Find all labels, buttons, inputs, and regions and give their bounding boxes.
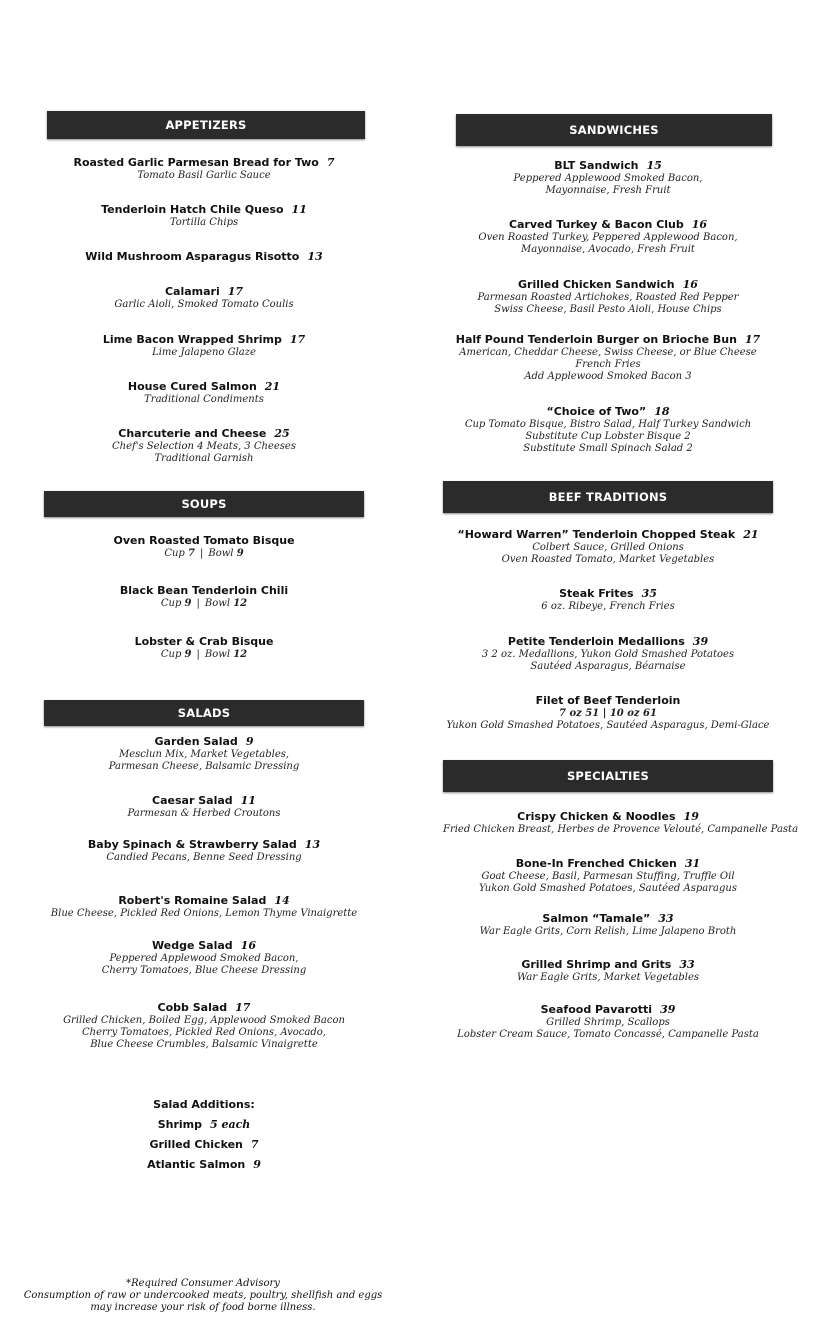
item-description: Traditional Garnish <box>154 453 254 464</box>
menu-item <box>44 939 364 977</box>
menu-item <box>44 1001 364 1051</box>
bowl-price: 12 <box>233 649 248 660</box>
item-name: “Howard Warren” Tenderloin Chopped Steak <box>457 528 736 541</box>
item-name: Grilled Shrimp and Grits <box>521 958 672 971</box>
item-name: Black Bean Tenderloin Chili <box>119 584 289 597</box>
item-description: Tomato Basil Garlic Sauce <box>137 170 271 181</box>
item-name: Baby Spinach & Strawberry Salad <box>87 838 297 851</box>
cup-label: Cup <box>160 649 182 660</box>
item-description: Grilled Shrimp, Scallops <box>546 1017 670 1028</box>
item-name: Tenderloin Hatch Chile Queso <box>101 203 284 216</box>
cup-label: Cup <box>164 548 185 559</box>
menu-item <box>44 838 364 864</box>
item-price: 17 <box>235 1001 251 1014</box>
item-name: Grilled Chicken Sandwich <box>518 278 675 291</box>
section-header-soups: SOUPS <box>44 491 364 517</box>
item-price: 16 <box>682 278 698 291</box>
item-description: Oven Roasted Tomato, Market Vegetables <box>501 554 715 565</box>
menu-item <box>44 427 364 465</box>
item-description: Chef's Selection 4 Meats, 3 Cheeses <box>112 441 296 452</box>
item-description: Substitute Cup Lobster Bisque 2 <box>525 431 691 442</box>
item-price: 11 <box>291 203 307 216</box>
item-price: 11 <box>240 794 256 807</box>
section-header-beef-traditions: BEEF TRADITIONS <box>443 481 773 513</box>
section-header-specialties: SPECIALTIES <box>443 760 773 792</box>
item-price: 33 <box>658 912 674 925</box>
advisory-text: Consumption of raw or undercooked meats, poultry, shellfish and eggs <box>23 1290 383 1301</box>
item-name: Carved Turkey & Bacon Club <box>508 218 684 231</box>
item-price: 9 <box>245 735 254 748</box>
menu-item <box>44 380 364 406</box>
menu-item <box>44 794 364 820</box>
item-name: Cobb Salad <box>157 1001 228 1014</box>
item-description: Traditional Condiments <box>144 394 264 405</box>
item-description: Substitute Small Spinach Salad 2 <box>523 443 693 454</box>
item-price: 25 <box>274 427 290 440</box>
item-name: Garden Salad <box>154 735 238 748</box>
item-name: Charcuterie and Cheese <box>118 427 267 440</box>
item-price: 17 <box>289 333 306 346</box>
advisory-text: may increase your risk of food borne illness. <box>90 1302 316 1313</box>
bowl-price: 9 <box>236 548 244 559</box>
item-name: Caesar Salad <box>152 794 233 807</box>
item-price: 18 <box>654 405 670 418</box>
item-price: 19 <box>683 810 699 823</box>
item-price: 17 <box>227 285 244 298</box>
item-name: Roasted Garlic Parmesan Bread for Two <box>73 156 319 169</box>
menu-item <box>443 159 773 197</box>
menu-item <box>443 912 773 938</box>
item-price: 15 <box>646 159 662 172</box>
item-price-options: 7 oz 51 | 10 oz 61 <box>559 708 657 719</box>
menu-item: Lobster & Crab Bisque Cup 9 | Bowl 12 <box>44 635 364 661</box>
addition-item: Grilled Chicken 7 <box>149 1138 259 1151</box>
section-header-appetizers: APPETIZERS <box>47 111 365 139</box>
salad-additions <box>44 1095 364 1175</box>
item-description: Cherry Tomatoes, Blue Cheese Dressing <box>101 965 307 976</box>
item-description: American, Cheddar Cheese, Swiss Cheese, or Blue Cheese <box>459 347 757 358</box>
item-price: 21 <box>743 528 759 541</box>
item-price: 14 <box>274 894 290 907</box>
item-price: 21 <box>264 380 281 393</box>
item-description: Cup Tomato Bisque, Bistro Salad, Half Turkey Sandwich <box>464 419 752 430</box>
item-description: Goat Cheese, Basil, Parmesan Stuffing, Truffle Oil <box>481 871 735 882</box>
item-price: 16 <box>691 218 708 231</box>
item-description: 6 oz. Ribeye, French Fries <box>541 601 675 612</box>
cup-price: 7 <box>188 548 195 559</box>
item-description: Parmesan & Herbed Croutons <box>127 808 281 819</box>
item-description: Garlic Aioli, Smoked Tomato Coulis <box>114 299 294 310</box>
item-name: Calamari <box>164 285 220 298</box>
menu-item <box>443 958 773 984</box>
item-description: Yukon Gold Smashed Potatoes, Sautéed Asparagus, Demi-Glace <box>446 720 770 731</box>
item-name: Filet of Beef Tenderloin <box>535 694 681 707</box>
item-description: Mayonnaise, Avocado, Fresh Fruit <box>521 244 695 255</box>
cup-label: Cup <box>160 598 182 609</box>
menu-item <box>443 587 773 613</box>
menu-item <box>44 735 364 773</box>
menu-item: Black Bean Tenderloin Chili Cup 9 | Bowl 12 <box>44 584 364 610</box>
item-description: War Eagle Grits, Market Vegetables <box>516 972 700 983</box>
item-name: Lobster & Crab Bisque <box>134 635 274 648</box>
item-name: Petite Tenderloin Medallions <box>507 635 685 648</box>
menu-item <box>443 1003 773 1041</box>
item-name: Seafood Pavarotti <box>540 1003 653 1016</box>
item-name: Wild Mushroom Asparagus Risotto <box>85 250 300 263</box>
advisory-title: *Required Consumer Advisory <box>126 1278 280 1289</box>
item-name: Half Pound Tenderloin Burger on Brioche Bun <box>455 333 737 346</box>
section-header-sandwiches: SANDWICHES <box>456 114 772 146</box>
menu-item <box>443 635 773 673</box>
item-price: 39 <box>692 635 709 648</box>
menu-item <box>443 405 773 455</box>
cup-price: 9 <box>184 649 192 660</box>
menu-item: Oven Roasted Tomato Bisque Cup 7 | Bowl 9 <box>44 534 364 560</box>
bowl-price: 12 <box>233 598 248 609</box>
item-price: 7 <box>326 156 335 169</box>
section-header-salads: SALADS <box>44 700 364 726</box>
item-name: Bone-In Frenched Chicken <box>515 857 677 870</box>
menu-item <box>443 333 773 383</box>
item-price: 13 <box>307 250 323 263</box>
item-description: Blue Cheese, Pickled Red Onions, Lemon Thyme Vinaigrette <box>50 908 358 919</box>
menu-item <box>44 333 364 359</box>
item-description: Cherry Tomatoes, Pickled Red Onions, Avocado, <box>82 1027 326 1038</box>
menu-item <box>44 250 364 264</box>
menu-item <box>443 857 773 895</box>
item-description: 3 2 oz. Medallions, Yukon Gold Smashed Potatoes <box>481 649 735 660</box>
item-name: Salmon “Tamale” <box>542 912 651 925</box>
salad-additions-title: Salad Additions: <box>153 1098 255 1111</box>
item-name: House Cured Salmon <box>127 380 257 393</box>
item-price: 31 <box>684 857 701 870</box>
item-name: Lime Bacon Wrapped Shrimp <box>102 333 282 346</box>
menu-item <box>44 894 364 920</box>
menu-item <box>44 203 364 229</box>
item-name: Oven Roasted Tomato Bisque <box>113 534 295 547</box>
menu-item <box>44 285 364 311</box>
item-price: 16 <box>240 939 256 952</box>
addition-item: Atlantic Salmon 9 <box>147 1158 261 1171</box>
item-name: Robert's Romaine Salad <box>118 894 267 907</box>
menu-item <box>443 278 773 316</box>
item-description: Fried Chicken Breast, Herbes de Provence Velouté, Campanelle Pasta <box>443 824 799 835</box>
item-description: Parmesan Roasted Artichokes, Roasted Red Pepper <box>477 292 739 303</box>
item-name: Crispy Chicken & Noodles <box>517 810 676 823</box>
item-description: Lime Jalapeno Glaze <box>152 347 256 358</box>
item-description: Candied Pecans, Benne Seed Dressing <box>106 852 302 863</box>
item-description: Lobster Cream Sauce, Tomato Concassé, Campanelle Pasta <box>457 1029 759 1040</box>
item-description: Colbert Sauce, Grilled Onions <box>532 542 684 553</box>
menu-item <box>443 810 799 836</box>
cup-price: 9 <box>184 598 192 609</box>
item-price: 13 <box>304 838 321 851</box>
item-price: 17 <box>744 333 761 346</box>
bowl-label: Bowl <box>208 548 234 559</box>
item-description: Add Applewood Smoked Bacon 3 <box>524 371 692 382</box>
item-description: Mayonnaise, Fresh Fruit <box>545 185 671 196</box>
menu-item <box>443 694 773 732</box>
bowl-label: Bowl <box>204 649 231 660</box>
item-description: French Fries <box>575 359 641 370</box>
item-description: Sautéed Asparagus, Béarnaise <box>530 661 686 672</box>
item-description: Swiss Cheese, Basil Pesto Aioli, House Chips <box>494 304 722 315</box>
item-price: 39 <box>660 1003 676 1016</box>
item-description: Blue Cheese Crumbles, Balsamic Vinaigrette <box>90 1039 318 1050</box>
item-name: Steak Frites <box>559 587 634 600</box>
item-description: Parmesan Cheese, Balsamic Dressing <box>108 761 300 772</box>
menu-item <box>443 218 773 256</box>
bowl-label: Bowl <box>204 598 231 609</box>
item-description: Oven Roasted Turkey, Peppered Applewood Bacon, <box>478 232 738 243</box>
item-name: “Choice of Two” <box>546 405 647 418</box>
item-description: Peppered Applewood Smoked Bacon, <box>109 953 299 964</box>
menu-item <box>443 528 773 566</box>
item-price: 35 <box>641 587 657 600</box>
item-description: Grilled Chicken, Boiled Egg, Applewood Smoked Bacon <box>63 1015 345 1026</box>
item-price: 33 <box>679 958 695 971</box>
menu-item <box>44 156 364 182</box>
consumer-advisory <box>20 1278 386 1314</box>
item-description: Tortilla Chips <box>169 217 239 228</box>
addition-item: Shrimp 5 each <box>157 1118 251 1131</box>
item-name: Wedge Salad <box>152 939 233 952</box>
item-name: BLT Sandwich <box>554 159 639 172</box>
item-description: Mesclun Mix, Market Vegetables, <box>118 749 290 760</box>
item-description: Peppered Applewood Smoked Bacon, <box>513 173 703 184</box>
item-description: Yukon Gold Smashed Potatoes, Sautéed Asparagus <box>479 883 737 894</box>
item-description: War Eagle Grits, Corn Relish, Lime Jalapeno Broth <box>479 926 737 937</box>
